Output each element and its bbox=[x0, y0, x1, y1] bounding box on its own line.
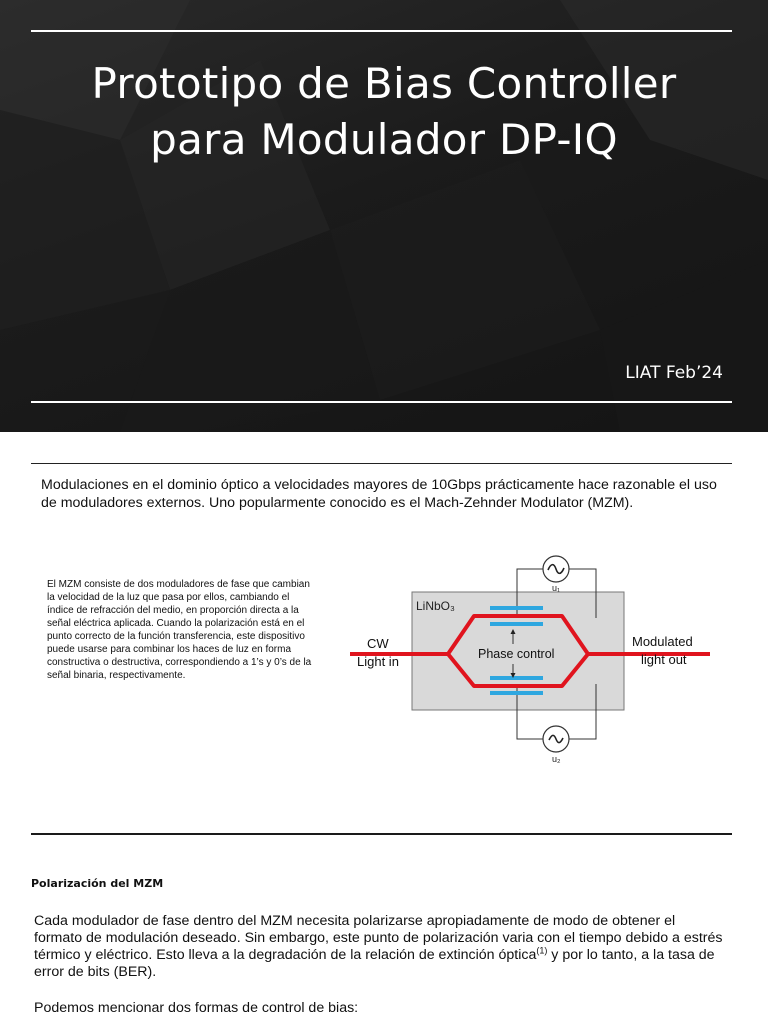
mzm-diagram bbox=[350, 550, 710, 770]
footnote-ref: (1) bbox=[536, 945, 548, 956]
source-bottom-label: u₂ bbox=[552, 754, 561, 764]
paragraph-text-b: y por lo tanto, a la tasa de error de bits (BER). bbox=[34, 947, 715, 980]
source-top-label: u₁ bbox=[552, 583, 561, 593]
page-title bbox=[40, 56, 728, 168]
substrate-label: LiNbO₃ bbox=[416, 599, 455, 613]
mzm-description: El MZM consiste de dos moduladores de fase que cambian la velocidad de la luz que pasa por ellos, cambiando el índice de refracción del medio, en proporción directa a la señal eléctrica aplicada. Cuando la polarización está en el punto correcto de la función transferencia, este dispositivo puede usarse para combinar los haces de luz en forma constructiva o destructiva, correspondiendo a 1’s y 0’s de la señal binaria, respectivamente. bbox=[47, 579, 312, 681]
bias-control-intro: Podemos mencionar dos formas de control de bias: bbox=[34, 1000, 359, 1016]
input-label-2: Light in bbox=[357, 654, 399, 669]
title-line-1: Prototipo de Bias Controller bbox=[91, 59, 677, 108]
intro-paragraph: Modulaciones en el dominio óptico a velocidades mayores de 10Gbps prácticamente hace razonable el uso de moduladores externos. Uno popularmente conocido es el Mach-Zehnder Modulator (MZM). bbox=[41, 477, 717, 511]
hero-banner bbox=[0, 0, 768, 432]
polarization-paragraph bbox=[34, 913, 724, 981]
hero-bottom-rule bbox=[31, 401, 732, 403]
input-label-1: CW bbox=[367, 636, 389, 651]
phase-control-label: Phase control bbox=[478, 647, 555, 661]
paragraph-text-a: Cada modulador de fase dentro del MZM necesita polarizarse apropiadamente de modo de obtener el formato de modulación deseado. Sin embargo, este punto de polarización varia con el tiempo debido a estrés térmico y eléctrico. Esto lleva a la degradación de la relación de extinción óptica bbox=[34, 913, 723, 963]
subtitle: LIAT Feb’24 bbox=[625, 363, 723, 383]
section-heading: Polarización del MZM bbox=[31, 877, 164, 890]
output-label-2: light out bbox=[641, 652, 687, 667]
intro-rule bbox=[31, 463, 732, 464]
title-line-2: para Modulador DP-IQ bbox=[150, 115, 618, 164]
section-rule bbox=[31, 833, 732, 835]
output-label-1: Modulated bbox=[632, 634, 693, 649]
top-rule bbox=[31, 30, 732, 32]
